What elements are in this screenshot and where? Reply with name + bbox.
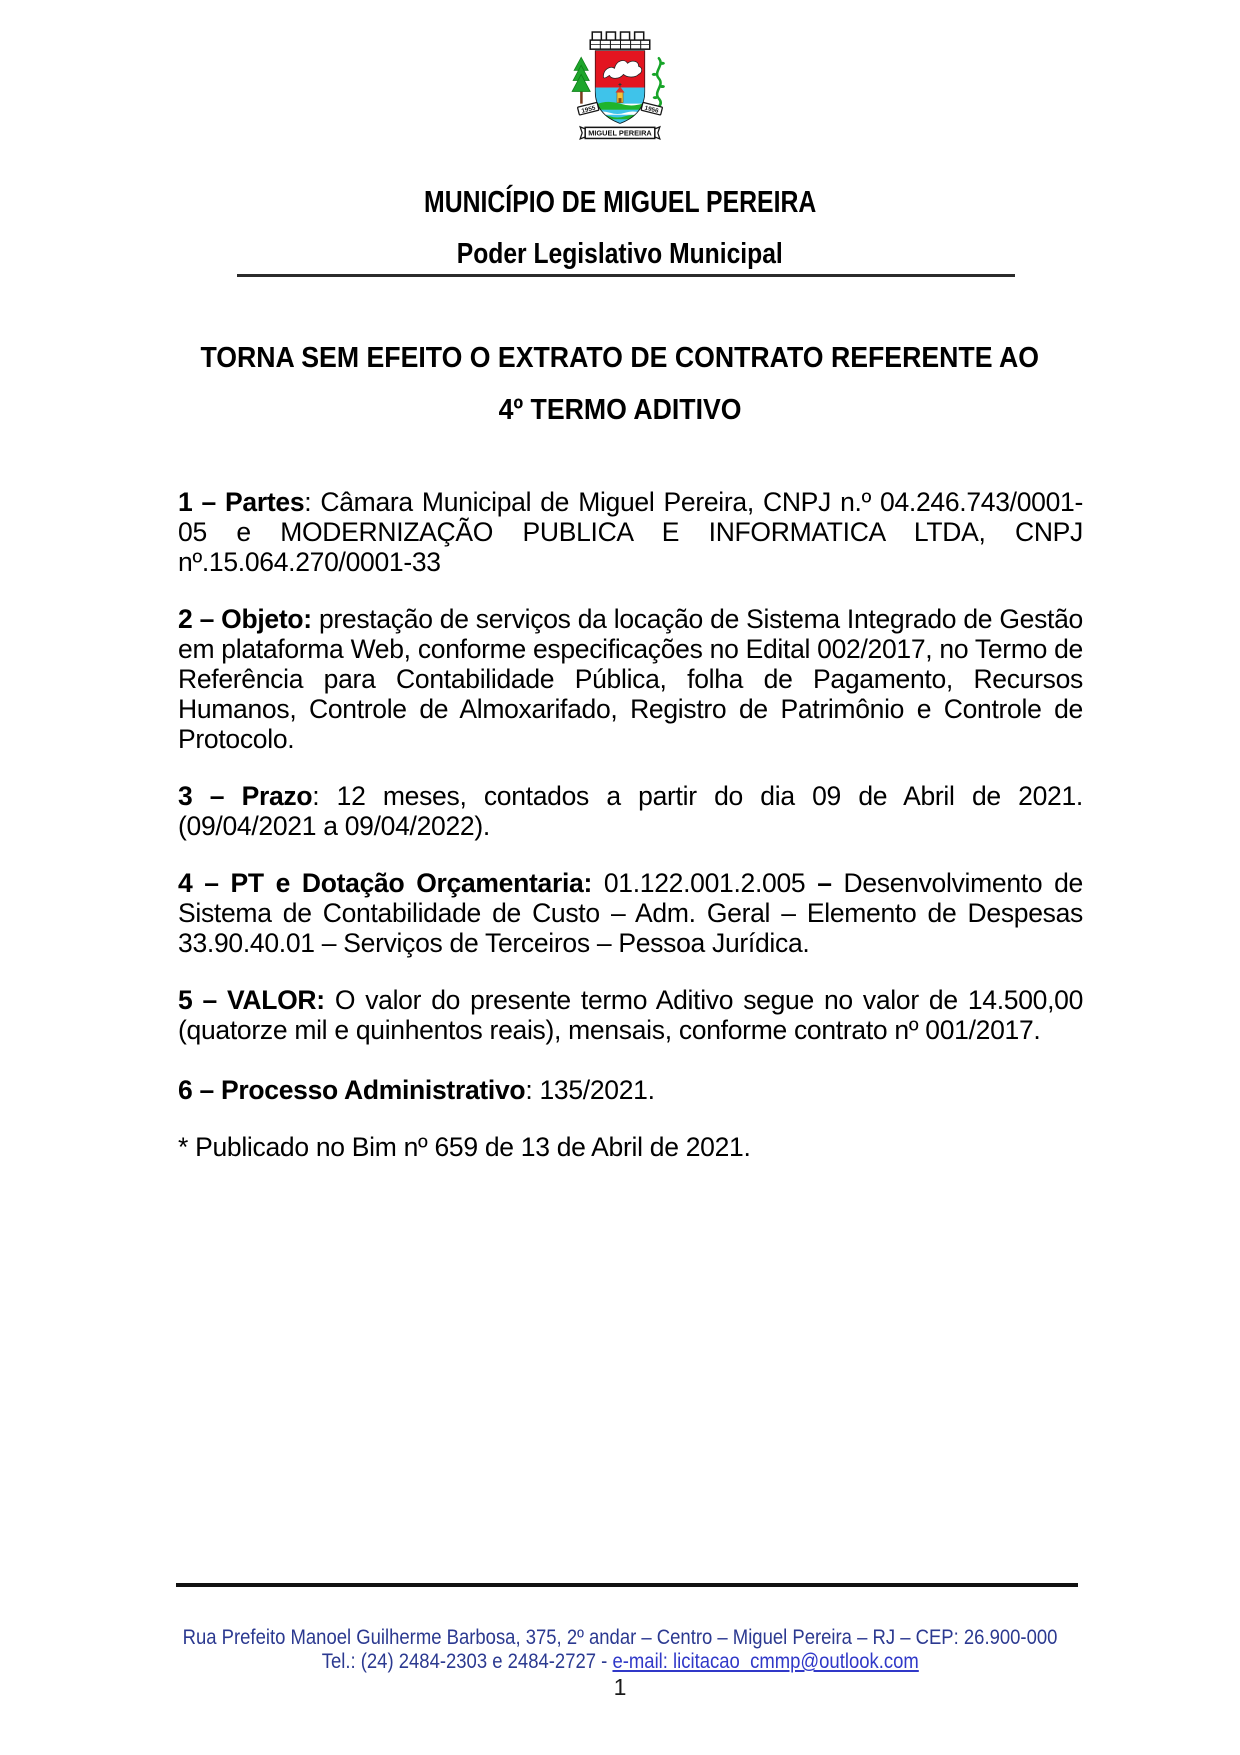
crest-name-banner — [580, 127, 660, 139]
section-dotacao: 4 – PT e Dotação Orçamentaria: 01.122.001.2.005 – Desenvolvimento de Sistema de Contabilidade de Custo – Adm. Geral – Elemento de Despesas 33.90.40.01 – Serviços de Terceiros – Pessoa Jurídica. — [178, 868, 1083, 958]
crest-shield — [595, 50, 645, 125]
page-number: 1 — [613, 1674, 627, 1700]
footer-phone: Tel.: (24) 2484-2303 e 2484-2727 - — [321, 1650, 613, 1673]
document-title-line2: 4º TERMO ADITIVO — [498, 394, 742, 426]
document-body — [178, 487, 1083, 1189]
section-prazo: 3 – Prazo: 12 meses, contados a partir do dia 09 de Abril de 2021. (09/04/2021 a 09/04/2022). — [178, 781, 1083, 841]
year-right-label: 1956 — [643, 105, 659, 115]
crest-tree — [572, 57, 590, 103]
crest-mural-crown — [590, 32, 650, 49]
municipal-crest — [567, 28, 673, 144]
section-publicacao: * Publicado no Bim nº 659 de 13 de Abril de 2021. — [178, 1132, 751, 1162]
footer-address: Rua Prefeito Manoel Guilherme Barbosa, 375, 2º andar – Centro – Miguel Pereira – RJ – CEP: 26.900-000 — [182, 1626, 1058, 1649]
crest-banner-label: MIGUEL PEREIRA — [588, 130, 652, 138]
year-left-label: 1955 — [581, 105, 596, 115]
header-divider — [237, 274, 1015, 277]
document-title-line1: TORNA SEM EFEITO O EXTRATO DE CONTRATO REFERENTE AO — [200, 342, 1040, 374]
crest-vine — [652, 58, 665, 106]
section-processo: 6 – Processo Administrativo: 135/2021. — [178, 1075, 655, 1105]
branch-name: Poder Legislativo Municipal — [456, 238, 783, 270]
footer-email-link[interactable]: e-mail: licitacao_cmmp@outlook.com — [612, 1650, 919, 1673]
footer-contact — [0, 1650, 1240, 1674]
year-left-scroll — [577, 102, 599, 115]
organization-name: MUNICÍPIO DE MIGUEL PEREIRA — [423, 184, 817, 219]
crest-svg — [567, 28, 673, 144]
section-partes: 1 – Partes: Câmara Municipal de Miguel Pereira, CNPJ n.º 04.246.743/0001-05 e MODERNIZAÇÃO PUBLICA E INFORMATICA LTDA, CNPJ nº.15.064.270/0001-33 — [178, 487, 1083, 577]
footer-divider — [176, 1583, 1078, 1587]
section-valor: 5 – VALOR: O valor do presente termo Aditivo segue no valor de 14.500,00 (quatorze mil e quinhentos reais), mensais, conforme contrato nº 001/2017. — [178, 985, 1084, 1045]
section-objeto: 2 – Objeto: prestação de serviços da locação de Sistema Integrado de Gestão em plataforma Web, conforme especificações no Edital 002/2017, no Termo de Referência para Contabilidade Pública, folha de Pagamento, Recursos Humanos, Controle de Almoxarifado, Registro de Patrimônio e Controle de Protocolo. — [178, 604, 1083, 754]
